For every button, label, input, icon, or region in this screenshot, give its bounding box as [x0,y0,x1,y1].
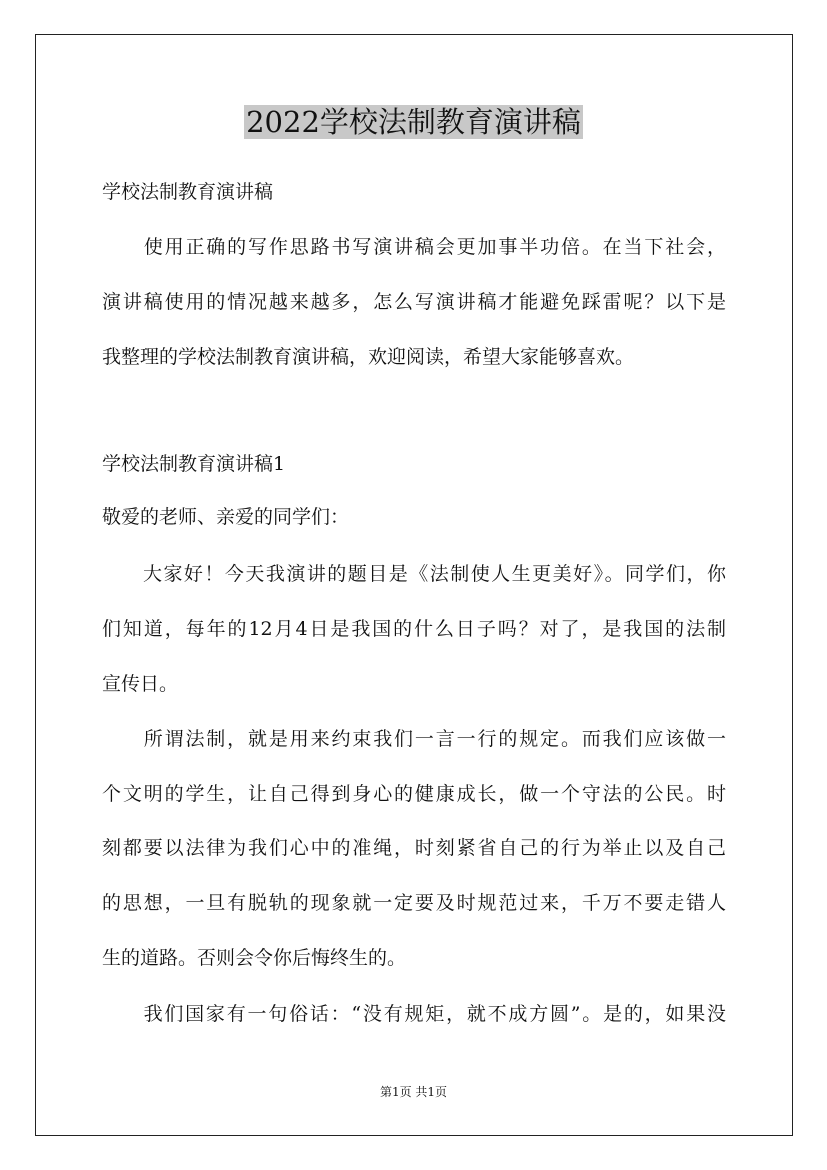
body-line: 刻都要以法律为我们心中的准绳，时刻紧省自己的行为举止以及自己 [102,837,726,859]
body-line: 所谓法制，就是用来约束我们一言一行的规定。而我们应该做一 [102,728,726,750]
body-line: 的思想，一旦有脱轨的现象就一定要及时规范过来，千万不要走错人 [102,892,726,914]
intro-line: 使用正确的写作思路书写演讲稿会更加事半功倍。在当下社会， [102,236,726,258]
page-number: 第1页 共1页 [379,1085,448,1099]
body-line: 大家好！今天我演讲的题目是《法制使人生更美好》。同学们，你 [102,563,726,585]
intro-line: 演讲稿使用的情况越来越多，怎么写演讲稿才能避免踩雷呢？以下是 [102,291,726,313]
body-line: 们知道，每年的12月4日是我国的什么日子吗？对了，是我国的法制 [102,618,726,640]
document-title-text: 2022学校法制教育演讲稿 [246,105,581,139]
body-line: 个文明的学生，让自己得到身心的健康成长，做一个守法的公民。时 [102,783,726,805]
greeting: 敬爱的老师、亲爱的同学们： [102,506,350,528]
intro-line: 我整理的学校法制教育演讲稿，欢迎阅读，希望大家能够喜欢。 [102,346,635,368]
section-heading: 学校法制教育演讲稿1 [102,453,286,475]
document-title [0,100,827,144]
body-line: 我们国家有一句俗话：“没有规矩，就不成方圆”。是的，如果没 [102,1003,726,1025]
body-line: 宣传日。 [102,673,179,695]
page-footer [0,1083,827,1101]
subtitle: 学校法制教育演讲稿 [102,181,274,203]
body-line: 生的道路。否则会令你后悔终生的。 [102,947,407,969]
